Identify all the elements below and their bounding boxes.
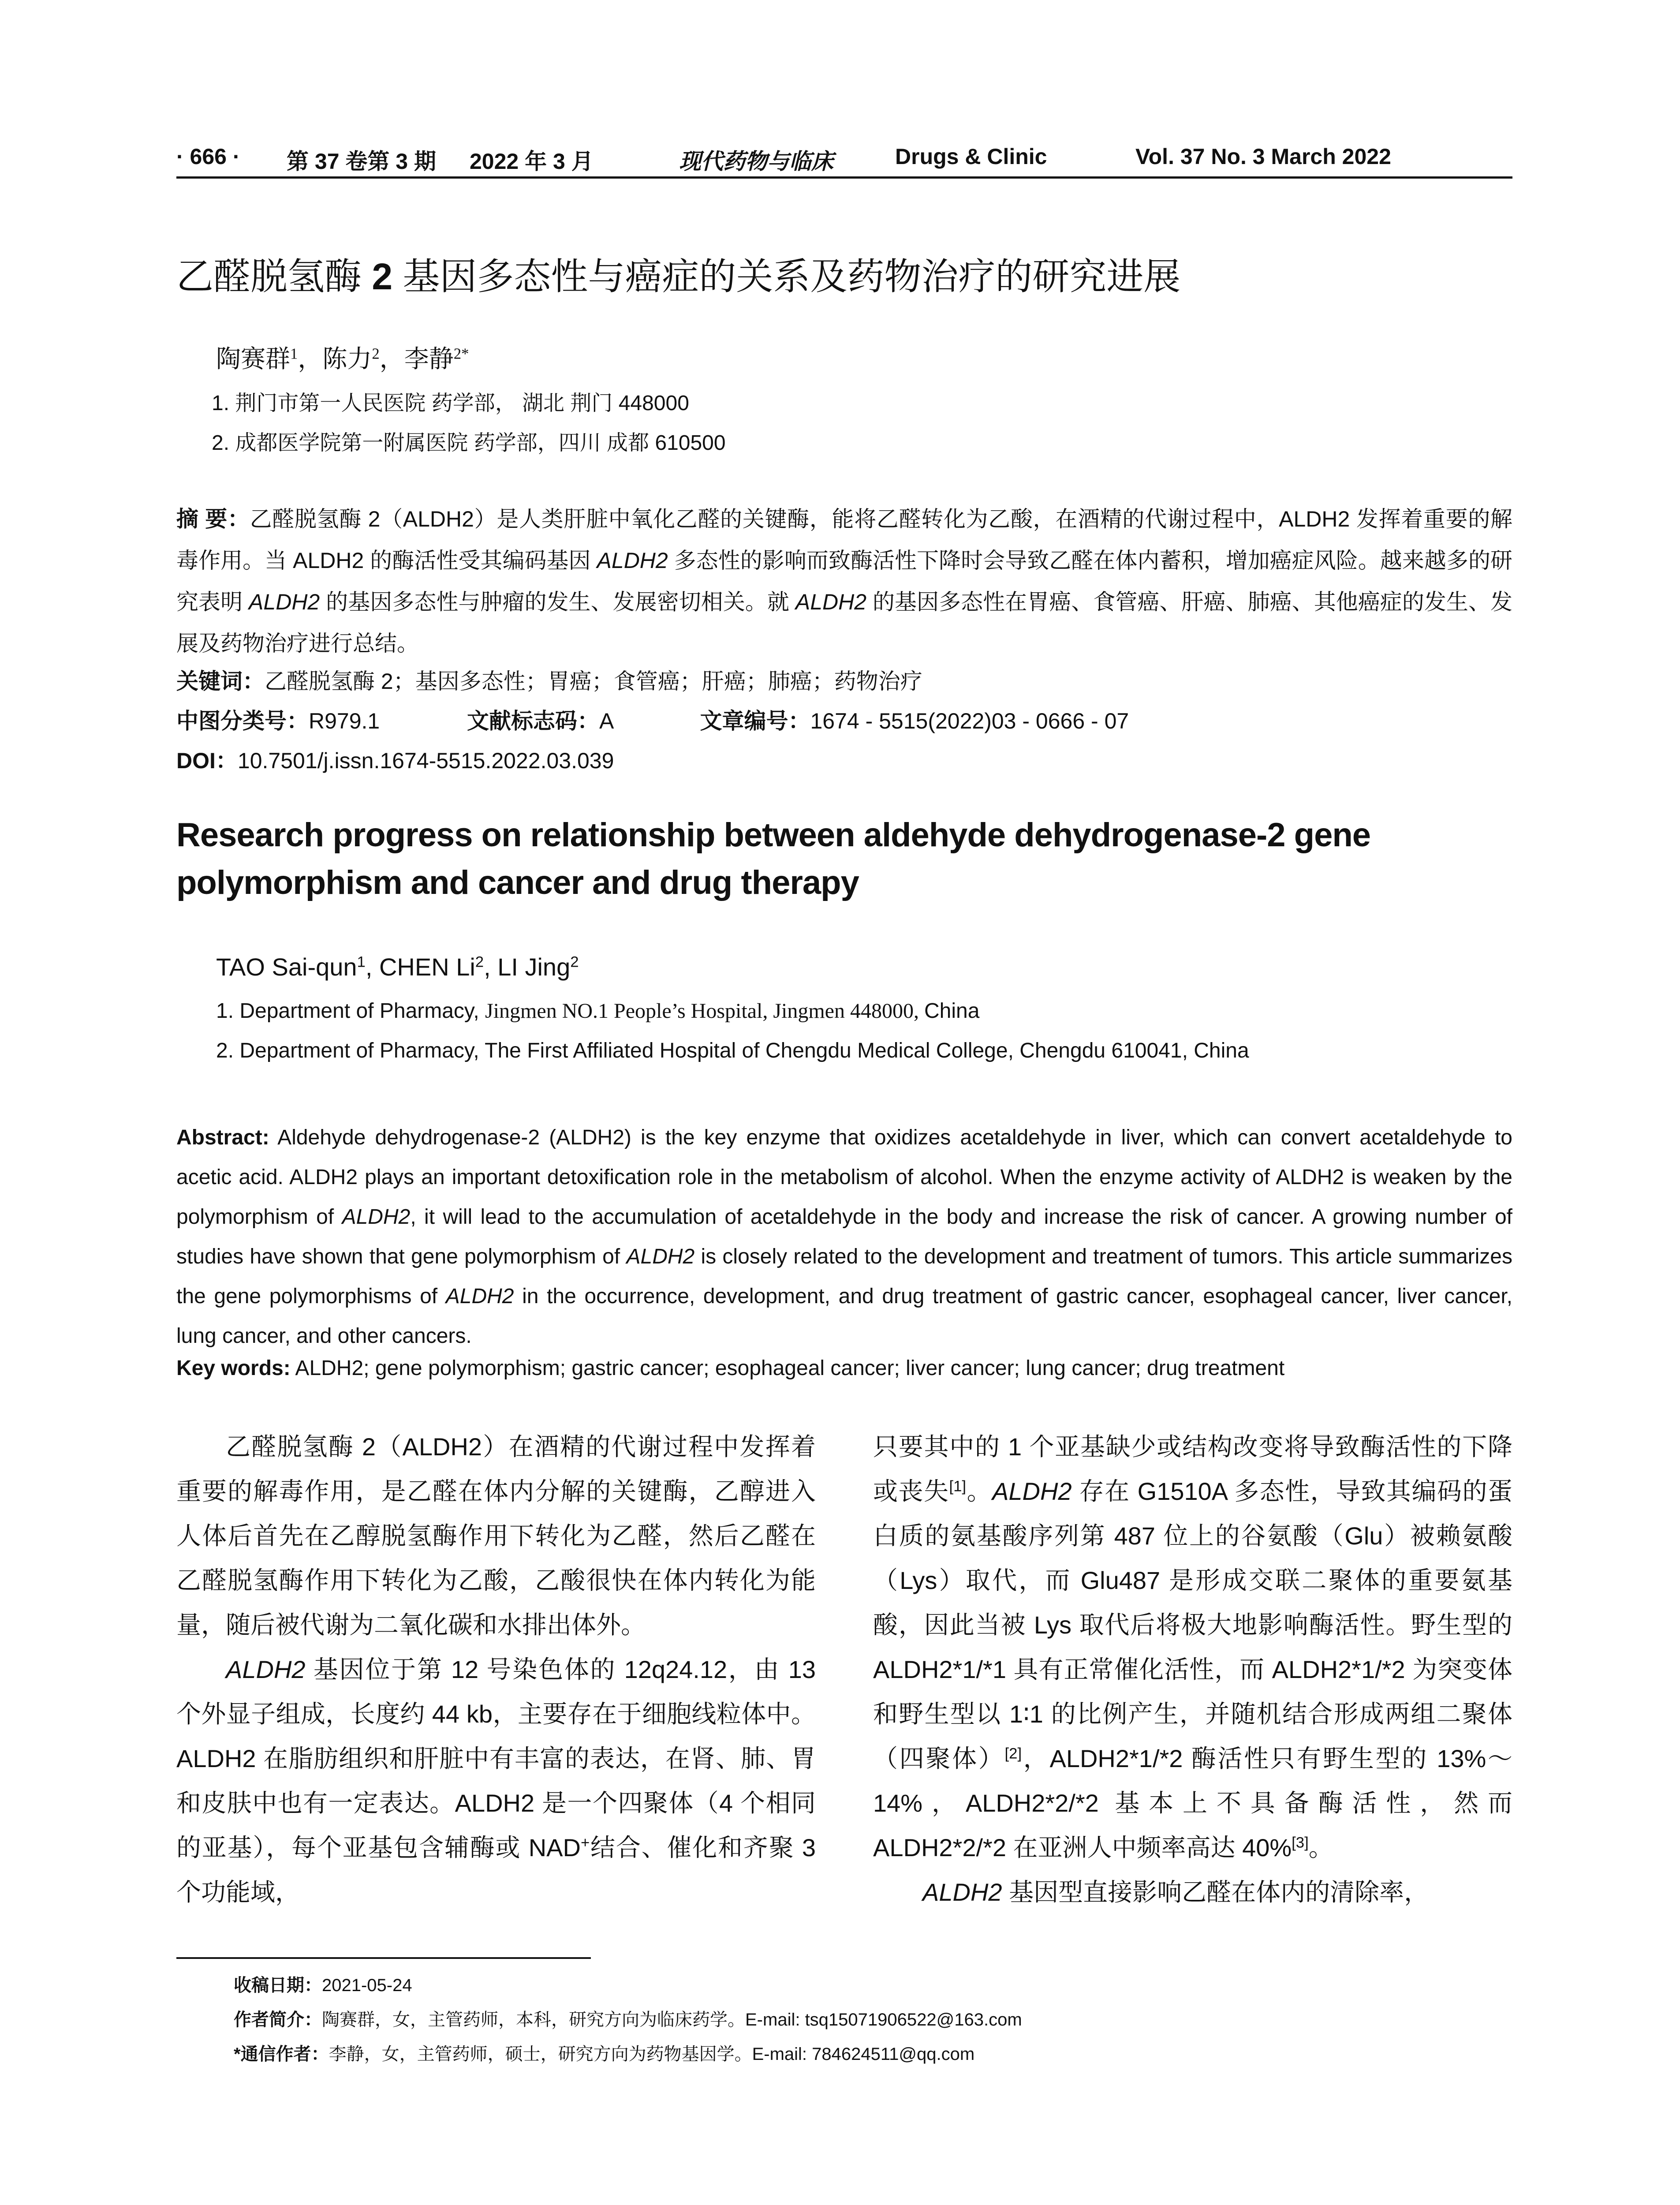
header-date-cn: 2022 年 3 月	[470, 149, 594, 174]
citation: [1]	[949, 1478, 967, 1495]
footnote-rule	[176, 1957, 591, 1959]
header-volume-cn: 第 37 卷第 3 期	[287, 149, 436, 174]
body-column-left	[176, 1424, 816, 1914]
english-authors: TAO Sai-qun$^1$, CHEN Li$^2$, LI Jing$^2$	[216, 953, 579, 981]
header-page-number: · 666 ·	[176, 144, 240, 169]
citation: [2]	[1004, 1745, 1022, 1762]
doi-value: 10.7501/j.issn.1674-5515.2022.03.039	[237, 748, 614, 773]
body-column-right	[873, 1424, 1512, 1914]
header-rule	[176, 176, 1512, 179]
abstract-label: Abstract:	[176, 1126, 269, 1149]
author-name: 陈力	[322, 346, 372, 373]
english-title: Research progress on relationship between aldehyde dehydrogenase-2 gene polymorphism and cancer and drug therapy	[176, 816, 1371, 901]
body-paragraph: 乙醛脱氢酶 2（ALDH2）在酒精的代谢过程中发挥着重要的解毒作用，是乙醛在体内分解的关键酶，乙醇进入人体后首先在乙醇脱氢酶作用下转化为乙醛，然后乙醛在乙醛脱氢酶作用下转化为乙酸，乙酸很快在体内转化为能量，随后被代谢为二氧化碳和水排出体外。	[176, 1433, 816, 1639]
author-name: 陶赛群	[216, 346, 290, 373]
footnote-received: 收稿日期：2021-05-24	[234, 1976, 412, 1995]
chinese-authors: 陶赛群$^1$，陈力$^2$，李静$^{2*}$	[216, 345, 469, 373]
running-header	[176, 140, 1512, 176]
footnote-author: 作者简介：陶赛群，女，主管药师，本科，研究方向为临床药学。E-mail: tsq15071906522@163.com	[234, 2010, 1022, 2029]
chinese-abstract: 摘 要：乙醛脱氢酶 2（ALDH2）是人类肝脏中氧化乙醛的关键酶，能将乙醛转化为乙酸，在酒精的代谢过程中，ALDH2 发挥着重要的解毒作用。当 ALDH2 的酶活性受其编码基因 ALDH2 多态性的影响而致酶活性下降时会导致乙醛在体内蓄积，增加癌症风险。越来越多的研究表明 ALDH2 的基因多态性与肿瘤的发生、发展密切相关。就 ALDH2 的基因多态性在胃癌、食管癌、肝癌、肺癌、其他癌症的发生、发展及药物治疗进行总结。	[176, 507, 1513, 656]
english-keywords: Key words: ALDH2; gene polymorphism; gastric cancer; esophageal cancer; liver cancer; lung cancer; drug treatment	[176, 1357, 1285, 1380]
chinese-title: 乙醛脱氢酶 2 基因多态性与癌症的关系及药物治疗的研究进展	[176, 256, 1181, 297]
header-volume-en: Vol. 37 No. 3 March 2022	[1135, 144, 1391, 169]
header-journal-cn: 现代药物与临床	[679, 149, 833, 174]
body-paragraph: ALDH2 基因位于第 12 号染色体的 12q24.12，由 13 个外显子组成，长度约 44 kb，主要存在于细胞线粒体中。ALDH2 在脂肪组织和肝脏中有丰富的表达，在肾、肺、胃和皮肤中也有一定表达。ALDH2 是一个四聚体（4 个相同的亚基），每个亚基包含辅酶或 NAD+结合、催化和齐聚 3 个功能域，	[176, 1656, 816, 1906]
english-abstract: Abstract: Aldehyde dehydrogenase-2 (ALDH2) is the key enzyme that oxidizes acetaldehyde in liver, which can convert acetaldehyde to acetic acid. ALDH2 plays an important detoxification role in the metabolism of alcohol. When the enzyme activity of ALDH2 is weaken by the polymorphism of ALDH2, it will lead to the accumulation of acetaldehyde in the body and increase the risk of cancer. A growing number of studies have shown that gene polymorphism of ALDH2 is closely related to the development and treatment of tumors. This article summarizes the gene polymorphisms of ALDH2 in the occurrence, development, and drug treatment of gastric cancer, esophageal cancer, liver cancer, lung cancer, and other cancers.	[176, 1126, 1513, 1348]
body-paragraph: ALDH2 基因型直接影响乙醛在体内的清除率，	[922, 1878, 1429, 1906]
header-journal-en: Drugs & Clinic	[895, 144, 1047, 169]
body-paragraph: 只要其中的 1 个亚基缺少或结构改变将导致酶活性的下降或丧失[1]。ALDH2 存在 G1510A 多态性，导致其编码的蛋白质的氨基酸序列第 487 位上的谷氨酸（Glu）被赖氨酸（Lys）取代，而 Glu487 是形成交联二聚体的重要氨基酸，因此当被 Lys 取代后将极大地影响酶活性。野生型的 ALDH2*1/*1 具有正常催化活性，而 ALDH2*1/*2 为突变体和野生型以 1∶1 的比例产生，并随机结合形成两组二聚体（四聚体）[2]，ALDH2*1/*2 酶活性只有野生型的 13%～14%，ALDH2*2/*2 基本上不具备酶活性，然而 ALDH2*2/*2 在亚洲人中频率高达 40%[3]。	[873, 1433, 1513, 1861]
chinese-affiliation-2: 2. 成都医学院第一附属医院 药学部，四川 成都 610500	[212, 431, 726, 455]
doi-line: DOI：10.7501/j.issn.1674-5515.2022.03.039	[176, 748, 614, 773]
english-affiliation-1: 1. Department of Pharmacy, Jingmen NO.1 People’s Hospital, Jingmen 448000, China	[216, 999, 980, 1023]
chinese-affiliation-1: 1. 荆门市第一人民医院 药学部， 湖北 荆门 448000	[212, 392, 689, 415]
footnote-corresponding: *通信作者：李静，女，主管药师，硕士，研究方向为药物基因学。E-mail: 784624511@qq.com	[234, 2044, 975, 2064]
citation: [3]	[1292, 1834, 1309, 1851]
english-affiliation-2: 2. Department of Pharmacy, The First Affiliated Hospital of Chengdu Medical College, Chengdu 610041, China	[216, 1039, 1249, 1062]
author-name: 李静	[404, 346, 454, 373]
classification-line: 中图分类号：R979.1 文献标志码：A 文章编号：1674 - 5515(2022)03 - 0666 - 07	[176, 709, 1129, 733]
abstract-label: 摘 要：	[176, 507, 250, 531]
chinese-keywords: 关键词：乙醛脱氢酶 2；基因多态性；胃癌；食管癌；肝癌；肺癌；药物治疗	[176, 669, 922, 694]
